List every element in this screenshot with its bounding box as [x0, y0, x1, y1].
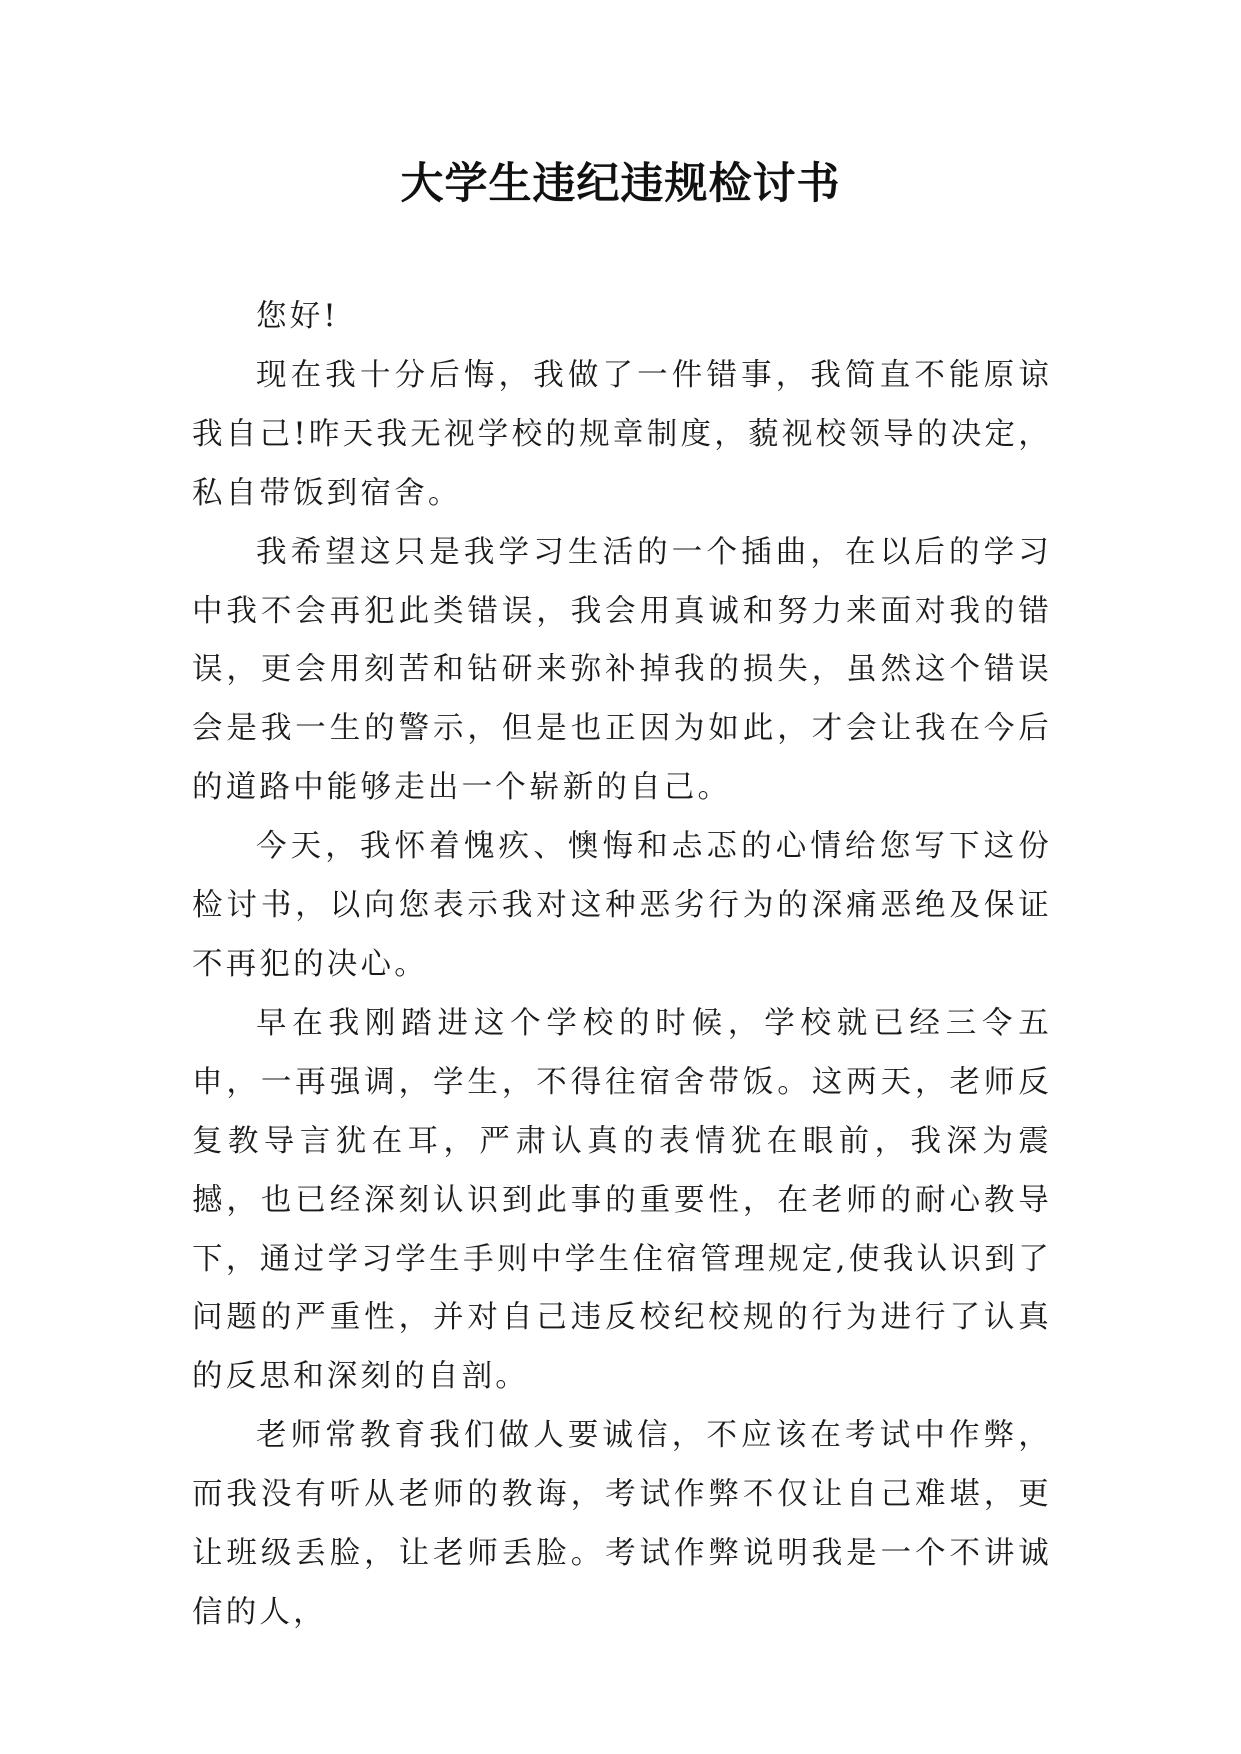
- document-body: [192, 288, 1052, 1643]
- paragraph-greeting: 您好!: [256, 299, 339, 334]
- paragraph-5: 老师常教育我们做人要诚信，不应该在考试中作弊，而我没有听从老师的教诲，考试作弊不仅让自己难堪，更让班级丢脸，让老师丢脸。考试作弊说明我是一个不讲诚信的人，: [192, 1418, 1052, 1630]
- paragraph-2: 我希望这只是我学习生活的一个插曲，在以后的学习中我不会再犯此类错误，我会用真诚和努力来面对我的错误，更会用刻苦和钻研来弥补掉我的损失，虽然这个错误会是我一生的警示，但是也正因为如此，才会让我在今后的道路中能够走出一个崭新的自己。: [192, 534, 1052, 806]
- document-title: 大学生违纪违规检讨书: [400, 159, 841, 209]
- paragraph-4: 早在我刚踏进这个学校的时候，学校就已经三令五申，一再强调，学生，不得往宿舍带饭。这两天，老师反复教导言犹在耳，严肃认真的表情犹在眼前，我深为震撼，也已经深刻认识到此事的重要性，在老师的耐心教导下，通过学习学生手则中学生住宿管理规定,使我认识到了问题的严重性，并对自己违反校纪校规的行为进行了认真的反思和深刻的自剖。: [192, 1005, 1052, 1395]
- paragraph-1: 现在我十分后悔，我做了一件错事，我简直不能原谅我自己!昨天我无视学校的规章制度，藐视校领导的决定，私自带饭到宿舍。: [192, 357, 1052, 511]
- paragraph-3: 今天，我怀着愧疚、懊悔和忐忑的心情给您写下这份检讨书，以向您表示我对这种恶劣行为的深痛恶绝及保证不再犯的决心。: [192, 829, 1052, 982]
